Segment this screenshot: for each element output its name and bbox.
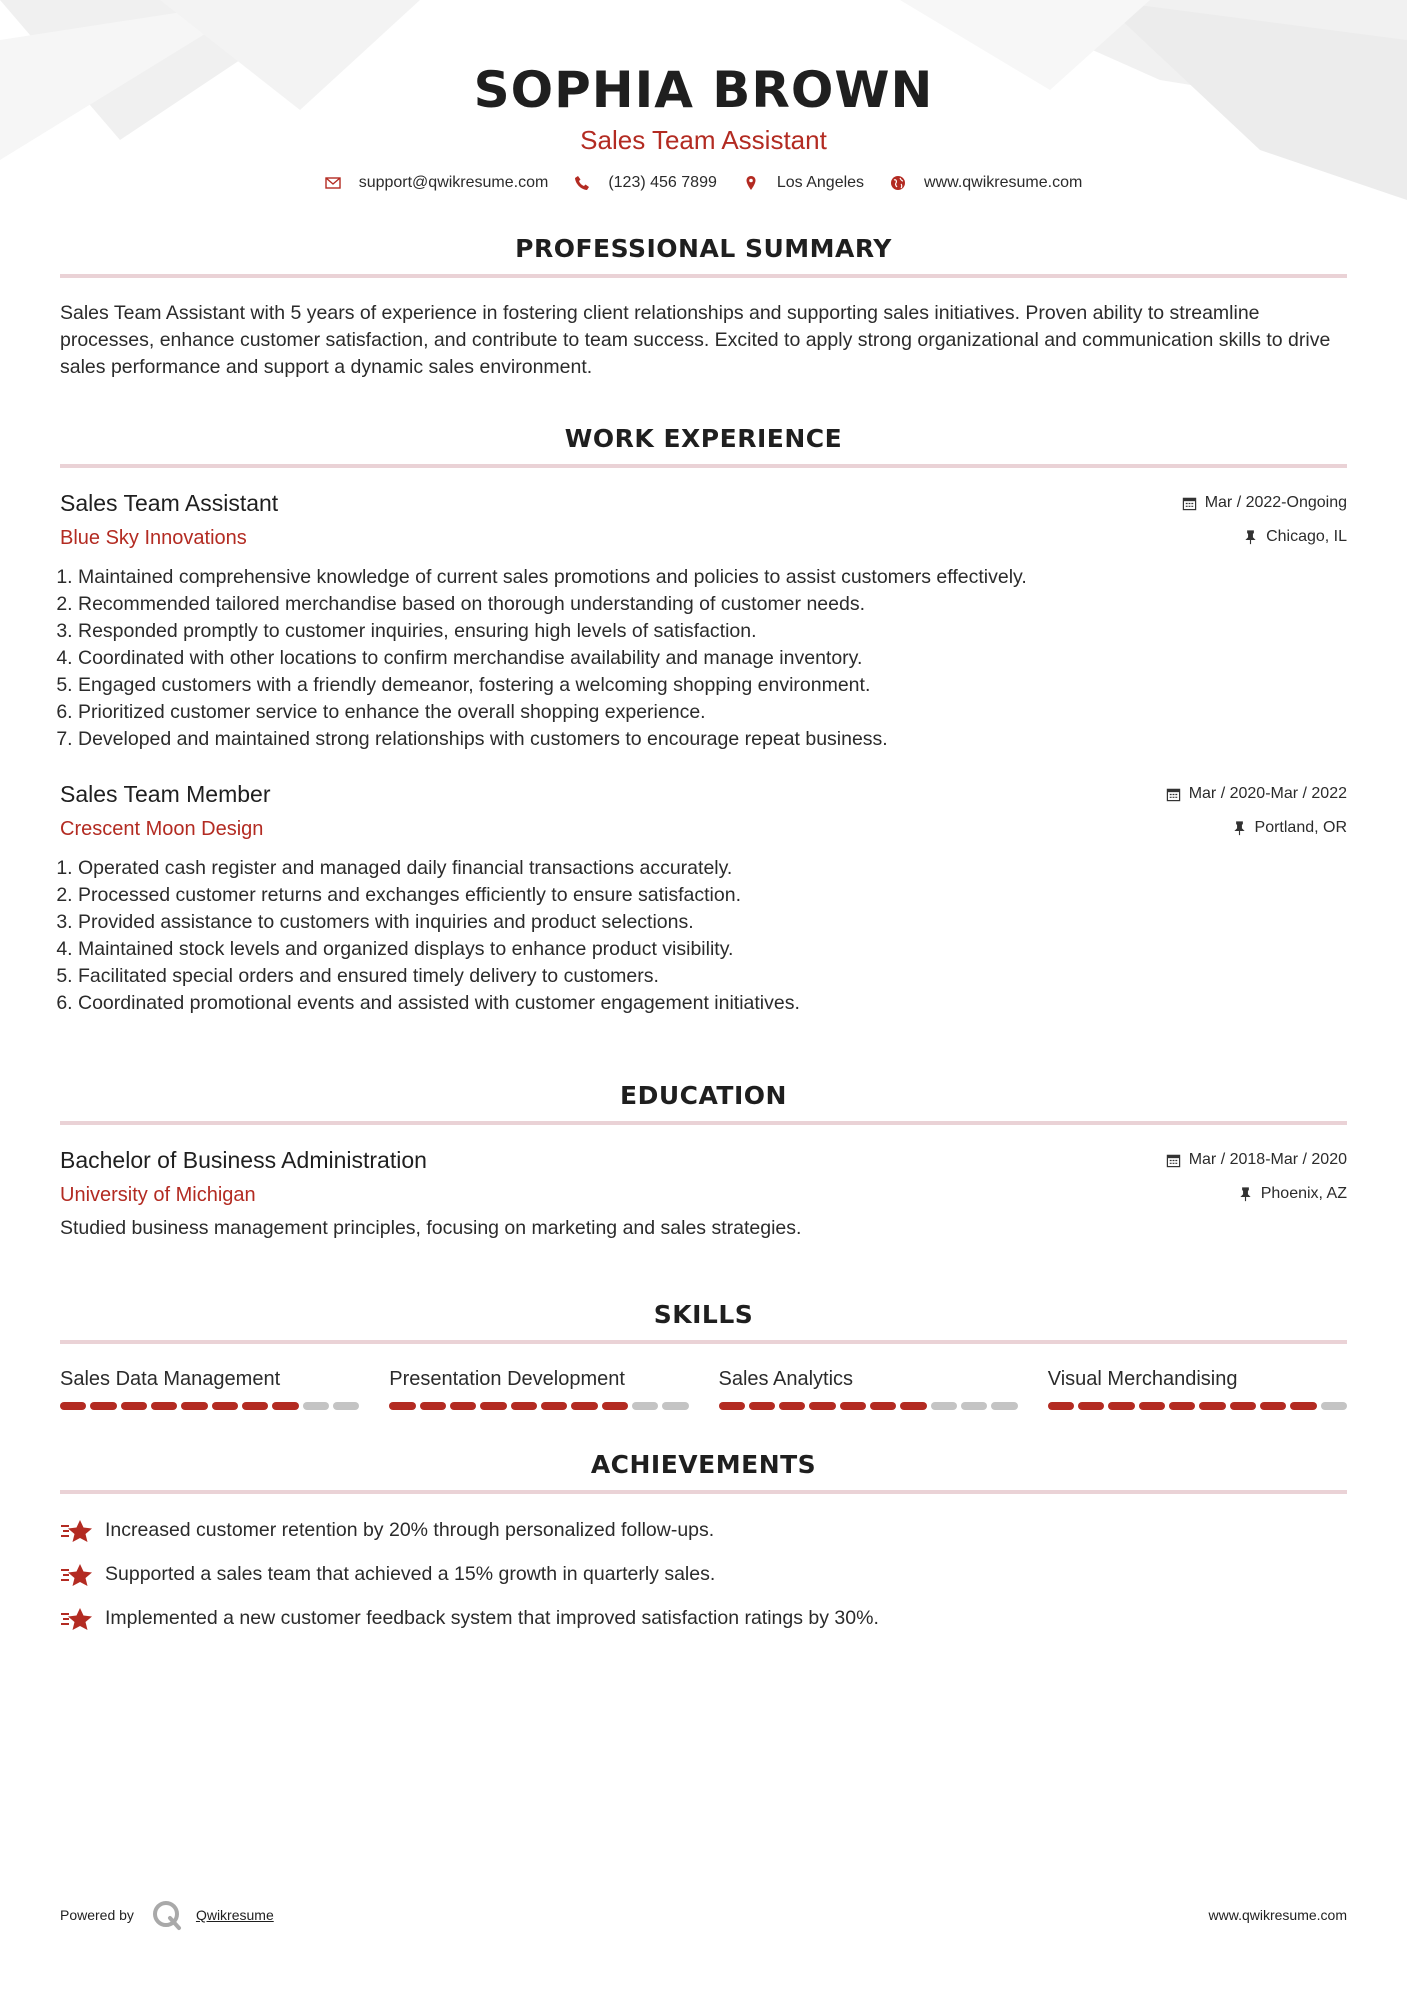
- footer: [60, 1898, 1347, 1932]
- skill-level-bar: [389, 1402, 688, 1410]
- achievement-text: Supported a sales team that achieved a 15% growth in quarterly sales.: [105, 1563, 716, 1585]
- skill-segment-filled: [90, 1402, 116, 1410]
- skill-segment-filled: [1108, 1402, 1134, 1410]
- education-description: Studied business management principles, focusing on marketing and sales strategies.: [60, 1217, 802, 1239]
- contact-bar: [60, 174, 1347, 192]
- skill-item: [389, 1366, 688, 1410]
- job-duties: [60, 855, 1347, 1017]
- job-entry: [60, 779, 1347, 1017]
- skill-segment-filled: [272, 1402, 298, 1410]
- contact-website-text: www.qwikresume.com: [924, 174, 1083, 191]
- achievements-section: [60, 1448, 1347, 1632]
- skill-segment-filled: [1139, 1402, 1165, 1410]
- skill-segment-filled: [420, 1402, 446, 1410]
- education-location: Phoenix, AZ: [1260, 1185, 1347, 1202]
- candidate-role: Sales Team Assistant: [580, 125, 827, 155]
- achievement-text: Increased customer retention by 20% through personalized follow-ups.: [105, 1519, 715, 1541]
- skill-segment-filled: [480, 1402, 506, 1410]
- skill-segment-empty: [632, 1402, 658, 1410]
- qwikresume-logo-icon: [150, 1898, 184, 1932]
- job-entry: [60, 488, 1347, 753]
- job-title: Sales Team Member: [60, 781, 271, 807]
- job-duties: [60, 564, 1347, 753]
- skill-segment-filled: [809, 1402, 835, 1410]
- skill-segment-filled: [121, 1402, 147, 1410]
- duty-item: 4. Maintained stock levels and organized displays to enhance product visibility.: [78, 936, 1347, 963]
- skill-segment-filled: [870, 1402, 896, 1410]
- contact-phone-text: (123) 456 7899: [608, 174, 717, 191]
- duty-item: 1. Operated cash register and managed daily financial transactions accurately.: [78, 855, 1347, 882]
- education-entry: [60, 1145, 1347, 1242]
- globe-icon: [890, 175, 906, 191]
- skill-segment-filled: [60, 1402, 86, 1410]
- duty-item: 7. Developed and maintained strong relationships with customers to encourage repeat business.: [78, 726, 1347, 753]
- experience-heading: WORK EXPERIENCE: [564, 424, 843, 453]
- skill-segment-filled: [1199, 1402, 1225, 1410]
- phone-icon: [574, 175, 590, 191]
- calendar-icon: [1166, 1153, 1181, 1168]
- contact-website[interactable]: [890, 174, 1082, 192]
- duty-item: 1. Maintained comprehensive knowledge of current sales promotions and policies to assist customers effectively.: [78, 564, 1347, 591]
- education-heading: EDUCATION: [620, 1081, 787, 1110]
- skill-segment-filled: [840, 1402, 866, 1410]
- skill-segment-filled: [1260, 1402, 1286, 1410]
- job-title: Sales Team Assistant: [60, 490, 279, 516]
- summary-divider: [60, 274, 1347, 278]
- skill-name: Sales Analytics: [718, 1368, 854, 1390]
- skills-heading: SKILLS: [653, 1300, 754, 1329]
- map-pin-icon: [743, 175, 759, 191]
- job-dates: Mar / 2022-Ongoing: [1204, 494, 1347, 511]
- education-section: [60, 1079, 1347, 1242]
- skill-segment-filled: [511, 1402, 537, 1410]
- calendar-icon: [1166, 787, 1181, 802]
- pushpin-icon: [1238, 1187, 1253, 1202]
- skill-segment-empty: [1321, 1402, 1347, 1410]
- skill-level-bar: [719, 1402, 1018, 1410]
- skills-divider: [60, 1340, 1347, 1344]
- skill-name: Visual Merchandising: [1047, 1368, 1238, 1390]
- star-badge-icon: [60, 1518, 94, 1544]
- summary-section: [60, 232, 1347, 381]
- job-company: Blue Sky Innovations: [60, 527, 247, 549]
- achievement-item: [60, 1517, 1347, 1544]
- achievement-text: Implemented a new customer feedback system that improved satisfaction ratings by 30%.: [105, 1607, 879, 1629]
- contact-location-text: Los Angeles: [776, 174, 865, 191]
- skill-segment-empty: [333, 1402, 359, 1410]
- duty-item: 2. Processed customer returns and exchanges efficiently to ensure satisfaction.: [78, 882, 1347, 909]
- pushpin-icon: [1232, 821, 1247, 836]
- job-company: Crescent Moon Design: [60, 818, 264, 840]
- job-location: Portland, OR: [1254, 819, 1347, 836]
- skill-segment-filled: [1048, 1402, 1074, 1410]
- duty-item: 6. Coordinated promotional events and assisted with customer engagement initiatives.: [78, 990, 1347, 1017]
- candidate-name: SOPHIA BROWN: [473, 61, 934, 119]
- skill-segment-empty: [303, 1402, 329, 1410]
- skill-segment-filled: [242, 1402, 268, 1410]
- skill-segment-filled: [779, 1402, 805, 1410]
- skill-segment-empty: [662, 1402, 688, 1410]
- skills-list: [60, 1366, 1347, 1410]
- skill-segment-filled: [1169, 1402, 1195, 1410]
- duty-item: 5. Facilitated special orders and ensured timely delivery to customers.: [78, 963, 1347, 990]
- star-badge-icon: [60, 1562, 94, 1588]
- skill-item: [719, 1366, 1018, 1410]
- duty-item: 2. Recommended tailored merchandise based on thorough understanding of customer needs.: [78, 591, 1347, 618]
- skill-segment-filled: [900, 1402, 926, 1410]
- summary-text: Sales Team Assistant with 5 years of experience in fostering client relationships and supporting sales initiatives. Proven ability to streamline processes, enhance customer satisfaction, and contribute to team success. Excited to apply strong organizational and communication skills to drive sales performance and support a dynamic sales environment.: [60, 302, 1331, 378]
- skill-segment-filled: [719, 1402, 745, 1410]
- skill-segment-filled: [541, 1402, 567, 1410]
- skill-item: [1048, 1366, 1347, 1410]
- degree-title: Bachelor of Business Administration: [60, 1147, 427, 1173]
- star-badge-icon: [60, 1606, 94, 1632]
- calendar-icon: [1182, 496, 1197, 511]
- school-name: University of Michigan: [60, 1184, 256, 1206]
- skill-segment-filled: [212, 1402, 238, 1410]
- skill-segment-empty: [961, 1402, 987, 1410]
- skill-segment-filled: [571, 1402, 597, 1410]
- achievement-item: [60, 1561, 1347, 1588]
- skill-segment-filled: [1230, 1402, 1256, 1410]
- job-location: Chicago, IL: [1266, 528, 1347, 545]
- skill-segment-filled: [389, 1402, 415, 1410]
- envelope-icon: [325, 175, 341, 191]
- skill-segment-filled: [181, 1402, 207, 1410]
- skill-segment-filled: [749, 1402, 775, 1410]
- skill-segment-filled: [1078, 1402, 1104, 1410]
- duty-item: 4. Coordinated with other locations to confirm merchandise availability and manage inventory.: [78, 645, 1347, 672]
- summary-heading: PROFESSIONAL SUMMARY: [515, 234, 892, 263]
- duty-item: 5. Engaged customers with a friendly demeanor, fostering a welcoming shopping environment.: [78, 672, 1347, 699]
- duty-item: 6. Prioritized customer service to enhance the overall shopping experience.: [78, 699, 1347, 726]
- skill-level-bar: [60, 1402, 359, 1410]
- skill-segment-filled: [450, 1402, 476, 1410]
- duty-item: 3. Responded promptly to customer inquiries, ensuring high levels of satisfaction.: [78, 618, 1347, 645]
- footer-website[interactable]: www.qwikresume.com: [1208, 1907, 1347, 1923]
- skill-name: Presentation Development: [389, 1368, 625, 1390]
- skill-segment-filled: [1290, 1402, 1316, 1410]
- powered-by-label: Powered by: [60, 1907, 134, 1923]
- pushpin-icon: [1243, 530, 1258, 545]
- skill-name: Sales Data Management: [60, 1368, 281, 1390]
- skill-segment-filled: [151, 1402, 177, 1410]
- job-dates: Mar / 2020-Mar / 2022: [1188, 785, 1347, 802]
- contact-location: [743, 174, 864, 192]
- skill-level-bar: [1048, 1402, 1347, 1410]
- skill-segment-empty: [991, 1402, 1017, 1410]
- achievement-item: [60, 1605, 1347, 1632]
- duty-item: 3. Provided assistance to customers with inquiries and product selections.: [78, 909, 1347, 936]
- education-dates: Mar / 2018-Mar / 2020: [1188, 1151, 1347, 1168]
- skill-item: [60, 1366, 359, 1410]
- powered-by: [60, 1898, 274, 1932]
- skill-segment-filled: [602, 1402, 628, 1410]
- experience-section: [60, 422, 1347, 1017]
- skill-segment-empty: [931, 1402, 957, 1410]
- skills-section: [60, 1298, 1347, 1410]
- brand-link[interactable]: Qwikresume: [195, 1907, 274, 1923]
- contact-email-text: support@qwikresume.com: [358, 174, 549, 191]
- experience-divider: [60, 464, 1347, 468]
- achievements-heading: ACHIEVEMENTS: [590, 1450, 817, 1479]
- contact-email[interactable]: [325, 174, 549, 192]
- contact-phone[interactable]: [574, 174, 717, 192]
- education-divider: [60, 1121, 1347, 1125]
